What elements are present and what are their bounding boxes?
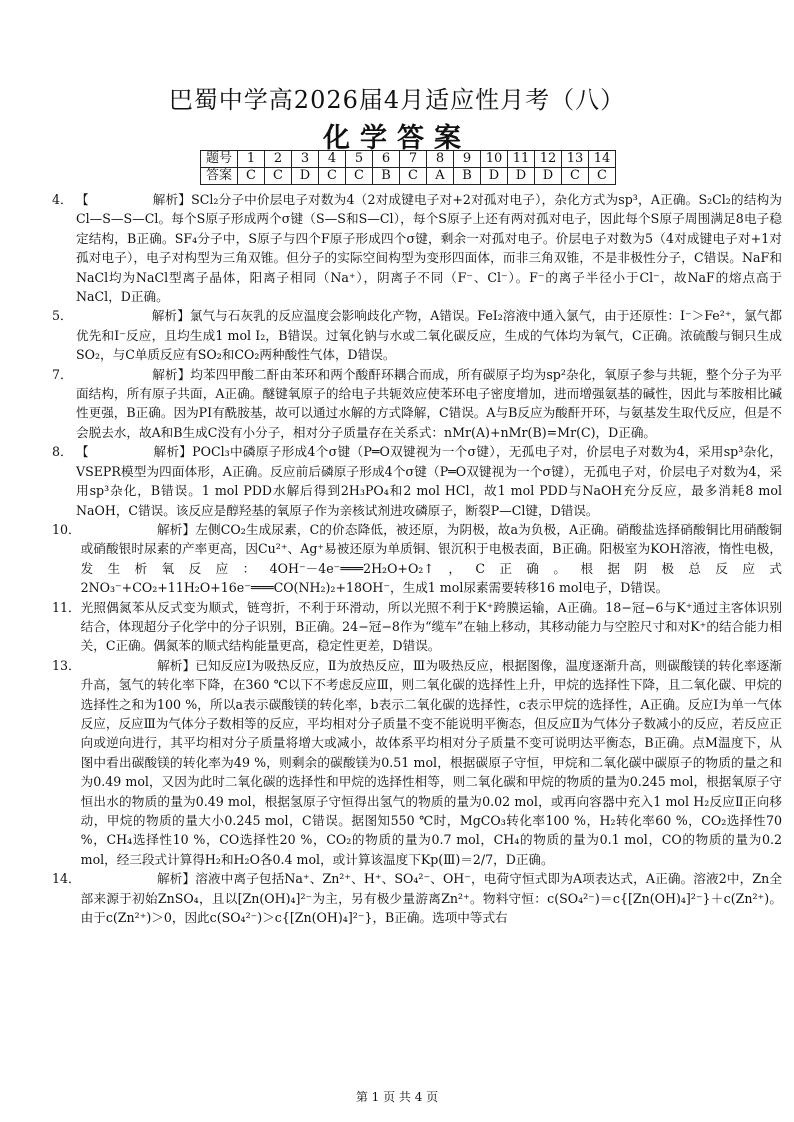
answer-cell: C	[589, 168, 616, 185]
explanation-number: 7．	[52, 366, 73, 382]
question-number-row	[201, 151, 616, 168]
explanation-number: 10．	[52, 521, 81, 537]
answer-table	[200, 150, 616, 185]
explanation-text: 【 解析】SCl₂分子中价层电子对数为4（2对成键电子对+2对孤对电子），杂化方式为sp³，A正确。S₂Cl₂的结构为Cl—S—S—Cl。每个S原子形成两个σ键（S—S和S—Cl），每个S原子上还有两对孤对电子，因此每个S原子周围满足8电子稳定结构，B正确。SF₄分子中，S原子与四个F原子形成四个σ键，剩余一对孤对电子。价层电子对数为5（4对成键电子对+1对孤对电子），电子对构型为三角双锥。但分子的实际空间构型为变形四面体，而非三角双锥，不是非极性分子，C错误。NaF和NaCl均为NaCl型离子晶体，阳离子相同（Na⁺），阴离子不同（F⁻、Cl⁻）。F⁻的离子半径小于Cl⁻，故NaF的熔点高于NaCl，D正确。	[76, 192, 782, 305]
explanation-item	[52, 306, 782, 364]
answer-label: 答案	[201, 168, 238, 185]
explanation-text: 光照偶氮苯从反式变为顺式，链弯折，不利于环滑动，所以光照不利于K⁺跨膜运输，A正确。18−冠−6与K⁺通过主客体识别结合，体现超分子化学中的分子识别，B正确。24−冠−8作为“缆车”在轴上移动，其移动能力与空腔尺寸和对K⁺的结合能力相关，C正确。偶氮苯的顺式结构能量更高，稳定性更差，D错误。	[80, 599, 782, 654]
question-number-cell: 6	[373, 151, 400, 168]
answer-cell: D	[481, 168, 508, 185]
answer-cell: C	[319, 168, 346, 185]
explanation-item	[52, 190, 782, 306]
explanation-number: 11．	[52, 599, 81, 615]
explanation-text: 解析】均苯四甲酸二酐由苯环和两个酸酐环耦合而成，所有碳原子均为sp²杂化，氧原子参与共轭，整个分子为平面结构，所有原子共面，A正确。醚键氧原子的给电子共轭效应使苯环电子密度增加，进而增强氨基的碱性，因此与苯胺相比碱性更强，B正确。因为PI有酰胺基，故可以通过水解的方式降解，C错误。A与B反应为酸酐开环，与氨基发生取代反应，但是不会脱去水，故A和B生成C没有小分子，相对分子质量存在关系式：nMr(A)+nMr(B)=Mr(C)，D正确。	[76, 366, 782, 440]
page-title: 巴蜀中学高2026届4月适应性月考（八）	[168, 86, 626, 114]
explanation-item	[52, 442, 782, 520]
answer-row	[201, 168, 616, 185]
question-number-cell: 13	[562, 151, 589, 168]
question-number-cell: 4	[319, 151, 346, 168]
answer-cell: A	[427, 168, 454, 185]
explanation-text: 解析】溶液中离子包括Na⁺、Zn²⁺、H⁺、SO₄²⁻、OH⁻，电荷守恒式即为A项表达式，A正确。溶液2中，Zn全部来源于初始ZnSO₄，且以[Zn(OH)₄]²⁻为主，另有极少量游离Zn²⁺。物料守恒：c(SO₄²⁻)＝c{[Zn(OH)₄]²⁻}＋c(Zn²⁺)。由于c(Zn²⁺)＞0，因此c(SO₄²⁻)＞c{[Zn(OH)₄]²⁻}，B正确。选项中等式右	[80, 871, 782, 926]
explanation-item	[52, 656, 782, 869]
answer-cell: C	[265, 168, 292, 185]
explanation-item	[52, 598, 782, 656]
page-subtitle: 化学答案	[323, 123, 471, 154]
explanations-section	[52, 190, 782, 927]
explanation-number: 13．	[52, 657, 81, 673]
question-number-cell: 7	[400, 151, 427, 168]
explanation-item	[52, 365, 782, 443]
question-number-cell: 9	[454, 151, 481, 168]
answer-cell: C	[400, 168, 427, 185]
question-number-cell: 2	[265, 151, 292, 168]
question-number-cell: 12	[535, 151, 562, 168]
explanation-text: 解析】左侧CO₂生成尿素，C的价态降低，被还原，为阴极，故a为负极，A正确。硝酸盐选择硝酸铜比用硝酸铜或硝酸银时尿素的产率更高，因Cu²⁺、Ag⁺易被还原为单质铜、银沉积于电极表面，B正确。阳极室为KOH溶液，惰性电极，发生析氧反应：4OH⁻－4e⁻═══2H₂O+O₂↑，C正确。根据阴极总反应式2NO₃⁻+CO₂+11H₂O+16e⁻═══CO(NH₂)₂+18OH⁻，生成1 mol尿素需要转移16 mol电子，D错误。	[80, 521, 782, 596]
explanation-number: 4．	[52, 192, 73, 207]
explanation-number: 5．	[52, 308, 73, 324]
page-footer: 第 1 页 共 4 页	[355, 1090, 439, 1104]
explanation-text: 解析】已知反应Ⅰ为吸热反应，Ⅱ为放热反应，Ⅲ为吸热反应，根据图像，温度逐渐升高，则碳酸镁的转化率逐渐升高，氢气的转化率下降，在360 ℃以下不考虑反应Ⅲ，则二氧化碳的选择性上升，甲烷的选择性下降，且二氧化碳、甲烷的选择性之和为100 %，所以a表示碳酸镁的转化率，b表示二氧化碳的选择性，c表示甲烷的选择性，A正确。反应Ⅰ为单一气体反应，反应Ⅲ为气体分子数相等的反应，平均相对分子质量不变不能说明平衡态，但反应Ⅱ为气体分子数减小的反应，若反应正向或逆向进行，其平均相对分子质量将增大或减小，故体系平均相对分子质量不变可说明达平衡态，B正确。点M温度下，从图中看出碳酸镁的转化率为49 %，则剩余的碳酸镁为0.51 mol，根据碳原子守恒，甲烷和二氧化碳中碳原子的物质的量之和为0.49 mol，又因为此时二氧化碳的选择性和甲烷的选择性相等，则二氧化碳和甲烷的物质的量为0.245 mol，根据氧原子守恒出水的物质的量为0.49 mol，根据氢原子守恒得出氢气的物质的量为0.02 mol，或再向容器中充入1 mol H₂反应Ⅱ正向移动，甲烷的物质的量大小0.245 mol，C错误。据图知550 ℃时，MgCO₃转化率100 %，H₂转化率60 %，CO₂选择性70 %，CH₄选择性10 %，CO选择性20 %，CO₂的物质的量为0.7 mol，CH₄的物质的量为0.1 mol，CO的物质的量为0.2 mol，经三段式计算得H₂和H₂O各0.4 mol，或计算该温度下Kp(Ⅲ)＝2/7，D正确。	[80, 657, 782, 867]
answer-cell: B	[454, 168, 481, 185]
question-number-cell: 3	[292, 151, 319, 168]
question-number-cell: 1	[238, 151, 265, 168]
explanation-text: 【 解析】POCl₃中磷原子形成4个σ键（P═O双键视为一个σ键），无孤电子对，价层电子对数为4，采用sp³杂化，VSEPR模型为四面体形，A正确。反应前后磷原子形成4个σ键（P═O双键视为一个σ键），无孤电子对，价层电子对数为4，采用sp³杂化，B错误。1 mol PDD水解后得到2H₃PO₄和2 mol HCl，故1 mol PDD与NaOH充分反应，最多消耗8 mol NaOH，C错误。该反应是醇羟基的氧原子作为亲核试剂进攻磷原子，断裂P—Cl键，D错误。	[76, 444, 782, 518]
question-number-label: 题号	[201, 151, 238, 168]
answer-cell: C	[562, 168, 589, 185]
question-number-cell: 8	[427, 151, 454, 168]
explanation-number: 8．	[52, 444, 73, 460]
answer-cell: D	[508, 168, 535, 185]
explanation-item	[52, 869, 782, 927]
answer-cell: D	[535, 168, 562, 185]
question-number-cell: 10	[481, 151, 508, 168]
explanation-item	[52, 520, 782, 598]
explanation-number: 14．	[52, 871, 81, 887]
question-number-cell: 5	[346, 151, 373, 168]
answer-cell: C	[238, 168, 265, 185]
answer-cell: B	[373, 168, 400, 185]
answer-cell: D	[292, 168, 319, 185]
answer-cell: C	[346, 168, 373, 185]
question-number-cell: 14	[589, 151, 616, 168]
question-number-cell: 11	[508, 151, 535, 168]
explanation-text: 解析】氯气与石灰乳的反应温度会影响歧化产物，A错误。FeI₂溶液中通入氯气，由于还原性：I⁻＞Fe²⁺，氯气都优先和I⁻反应，且均生成1 mol I₂，B错误。过氧化钠与水或二氧化碳反应，生成的气体均为氧气，C正确。浓硫酸与铜只生成SO₂，与C单质反应有SO₂和CO₂两种酸性气体，D错误。	[76, 308, 782, 363]
